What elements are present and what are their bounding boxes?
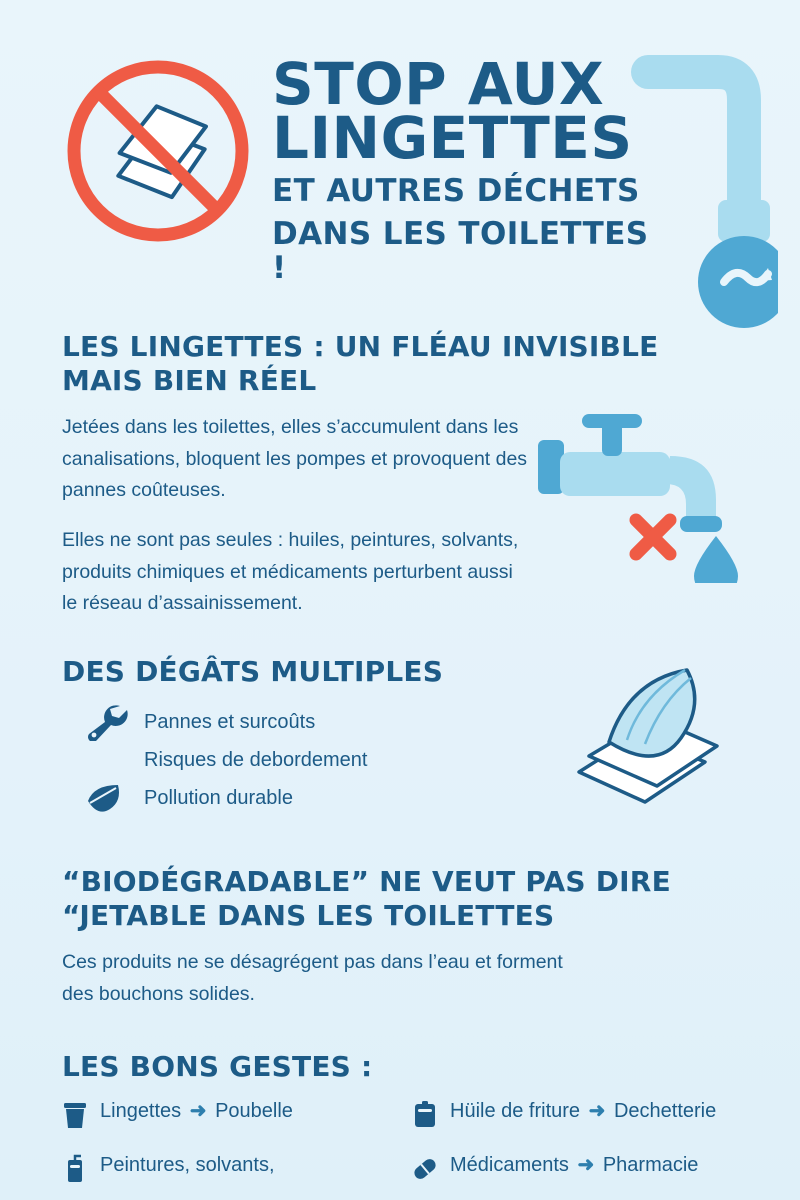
list-item-label: Risques de debordement <box>144 749 368 772</box>
no-wipes-prohibition-icon <box>62 55 254 247</box>
leaf-icon <box>84 779 130 817</box>
section-fleau-paragraph-1: Jetées dans les toilettes, elles s’accumulent dans les canalisations, bloquent les pompes et provoquent des pannes coûteuses. <box>62 416 528 502</box>
geste-source: Peintures, solvants, <box>100 1154 275 1177</box>
arrow-icon <box>275 1154 281 1176</box>
wrench-icon <box>84 703 130 741</box>
list-item-label: Pollution durable <box>144 787 293 810</box>
section-fleau-paragraph-2: Elles ne sont pas seules : huiles, peintures, solvants, produits chimiques et médicaments perturbent aussi le réseau d’assainissement. <box>62 529 519 615</box>
list-item-label <box>100 1098 293 1125</box>
poster-title-block <box>272 50 672 287</box>
paint-can-icon <box>62 1154 88 1184</box>
wipes-stack-icon <box>565 660 780 820</box>
section-fleau-title-line1: LES LINGETTES : UN FLÉAU INVISIBLE <box>62 330 659 363</box>
arrow-icon: ➜ <box>588 1100 606 1123</box>
section-biodegradable <box>62 865 762 1028</box>
list-item <box>62 1098 412 1130</box>
arrow-icon: ➜ <box>577 1154 595 1177</box>
section-bons-gestes <box>62 1050 762 1184</box>
drain-pipe-icon <box>618 50 778 340</box>
list-item <box>62 1152 412 1184</box>
title-line-2: LINGETTES <box>272 103 633 172</box>
list-item <box>412 1098 762 1130</box>
faucet-with-red-cross-icon <box>520 408 765 583</box>
trash-bin-icon <box>62 1100 88 1130</box>
section-biodegradable-title-line2: “JETABLE DANS LES TOILETTES <box>62 899 555 933</box>
list-item-label <box>450 1098 716 1125</box>
poster-header <box>0 0 800 330</box>
pill-icon <box>412 1154 438 1184</box>
oil-can-icon <box>412 1100 438 1130</box>
section-biodegradable-paragraph: Ces produits ne se désagrégent pas dans l’eau et forment des bouchons solides. <box>62 951 563 1005</box>
geste-destination: Poubelle <box>215 1100 293 1123</box>
geste-source: Médicaments <box>450 1154 569 1177</box>
title-line-1: STOP AUX <box>272 50 605 118</box>
list-item-label <box>100 1152 281 1179</box>
geste-destination: Pharmacie <box>602 1154 699 1177</box>
section-biodegradable-title-line1: “BIODÉGRADABLE” NE VEUT PAS DIRE <box>62 865 671 898</box>
arrow-icon: ➜ <box>189 1100 207 1123</box>
geste-source: Hüile de friture <box>450 1100 581 1123</box>
geste-source: Lingettes <box>100 1100 182 1123</box>
list-item-label: Pannes et surcoûts <box>144 711 316 734</box>
section-gestes-title: LES BONS GESTES : <box>62 1050 373 1083</box>
geste-destination: Dechetterie <box>613 1100 717 1123</box>
list-item <box>412 1152 762 1184</box>
subtitle-line-1: ET AUTRES DÉCHETS <box>272 172 640 209</box>
gestes-grid <box>62 1098 762 1184</box>
section-fleau-title <box>62 330 762 398</box>
section-degats-title: DES DÉGÂTS MULTIPLES <box>62 655 444 688</box>
section-fleau-title-line2: MAIS BIEN RÉEL <box>62 364 317 398</box>
list-item-label <box>450 1152 698 1179</box>
subtitle-line-2: DANS LES TOILETTES ! <box>272 215 649 287</box>
section-biodegradable-title <box>62 865 702 933</box>
